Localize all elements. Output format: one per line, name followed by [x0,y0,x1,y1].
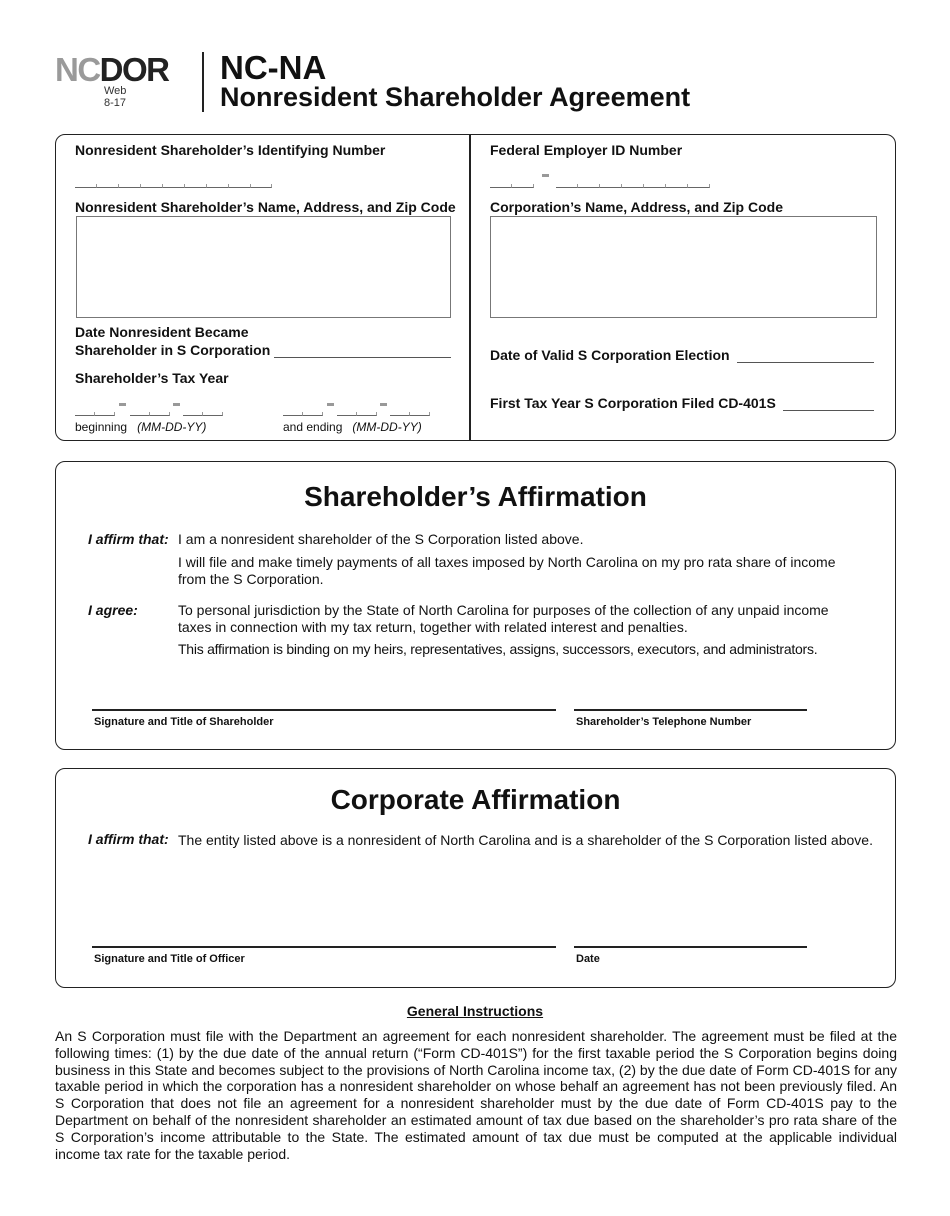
form-number: NC-NA [220,49,327,86]
tax-year-begin-month[interactable] [75,412,115,416]
agree-statement-2: This affirmation is binding on my heirs, representatives, assigns, successors, executors, and administrators. [178,641,818,657]
general-instructions-body: An S Corporation must file with the Department an agreement for each nonresident shareholder. The agreement must be filed at the following times: (1) by the due date of the annual return (“Form CD-401S”) for the first taxable period the S Corporation begins doing business in this State and becomes subject to the provisions of North Carolina income tax, (2) by the due date of Form CD-401S for any taxable period in which the corporation has a nonresident shareholder on whose behalf an agreement has not been previously filed. An S Corporation that does not file an agreement for a nonresident shareholder must by the due date of Form CD-401S pay to the Department on behalf of the nonresident shareholder an estimated amount of tax due based on the shareholder’s pro rata share of the S Corporation’s income attributable to the State. The estimated amount of tax due must be computed at the applicable individual income tax rate for the taxable period. [55,1028,897,1162]
shareholder-name-address-field[interactable] [76,216,451,318]
form-title: Nonresident Shareholder Agreement [220,82,691,112]
fein-suffix-input[interactable] [556,184,710,188]
date-became-label-line1: Date Nonresident Became [75,324,249,340]
shareholder-signature-line[interactable] [92,709,556,711]
officer-signature-line[interactable] [92,946,556,948]
date-separator [380,403,387,406]
officer-date-label: Date [576,953,600,965]
corp-affirm-statement: The entity listed above is a nonresident of North Carolina and is a shareholder of the S Corporation listed above. [178,832,873,848]
corporate-affirmation-title: Corporate Affirmation [330,784,621,815]
shareholder-id-label: Nonresident Shareholder’s Identifying Number [75,142,386,158]
date-separator [327,403,334,406]
first-tax-year-label: First Tax Year S Corporation Filed CD-401S [490,395,776,411]
tax-year-label: Shareholder’s Tax Year [75,370,229,386]
general-instructions-title: General Instructions [406,1003,544,1019]
first-tax-year-input[interactable] [783,409,874,411]
column-divider [469,135,471,440]
election-date-input[interactable] [737,361,874,363]
tax-year-begin-year[interactable] [183,412,223,416]
corp-name-address-label: Corporation’s Name, Address, and Zip Code [490,199,784,215]
fein-prefix-input[interactable] [490,184,534,188]
ncdor-logo [55,52,181,86]
shareholder-id-input[interactable] [75,184,272,188]
date-became-label-line2: Shareholder in S Corporation [75,342,271,358]
shareholder-signature-label: Signature and Title of Shareholder [94,716,274,728]
header-divider [202,52,204,112]
shareholder-affirmation-title: Shareholder’s Affirmation [304,481,647,512]
election-date-label: Date of Valid S Corporation Election [490,347,730,363]
shareholder-name-address-label: Nonresident Shareholder’s Name, Address, and Zip Code [75,199,456,215]
agree-statement-1: To personal jurisdiction by the State of North Carolina for purposes of the collection of any unpaid income taxes in connection with my tax return, together with related interest and penalties. [178,602,829,635]
officer-signature-label: Signature and Title of Officer [94,953,245,965]
tax-year-end-month[interactable] [283,412,323,416]
corp-affirm-lead: I affirm that: [88,831,169,847]
affirm-statement-2: I will file and make timely payments of all taxes imposed by North Carolina on my pro rata share of income from the S Corporation. [178,554,836,587]
agree-lead: I agree: [88,602,138,618]
date-separator [119,403,126,406]
logo-version: Web 8-17 [104,85,127,109]
officer-date-line[interactable] [574,946,807,948]
svg-text:NCDOR: NCDOR [55,52,169,86]
tax-year-begin-day[interactable] [130,412,170,416]
corp-name-address-field[interactable] [490,216,877,318]
affirm-statement-1: I am a nonresident shareholder of the S Corporation listed above. [178,531,584,547]
fein-label: Federal Employer ID Number [490,142,683,158]
ending-label: and ending (MM-DD-YY) [283,420,422,434]
shareholder-phone-line[interactable] [574,709,807,711]
tax-year-end-year[interactable] [390,412,430,416]
date-separator [173,403,180,406]
affirm-lead: I affirm that: [88,531,169,547]
shareholder-phone-label: Shareholder’s Telephone Number [576,716,752,728]
date-became-input[interactable] [274,356,451,358]
tax-year-end-day[interactable] [337,412,377,416]
beginning-label: beginning (MM-DD-YY) [75,420,207,434]
fein-separator [542,174,549,177]
